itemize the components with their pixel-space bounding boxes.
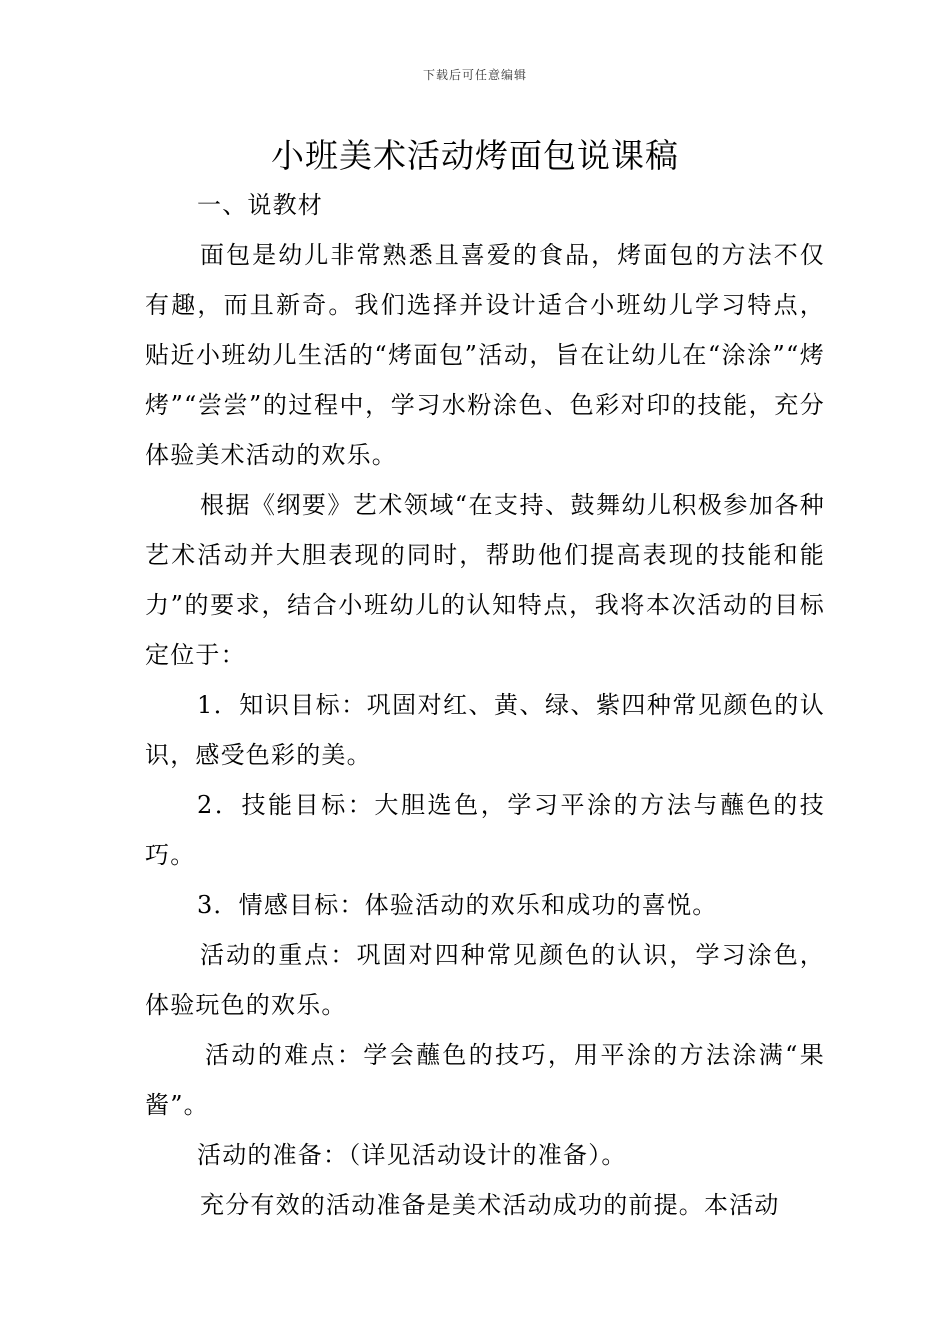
section-heading: 一、说教材 (197, 191, 323, 219)
document-title: 小班美术活动烤面包说课稿 (271, 136, 679, 175)
header-note: 下载后可任意编辑 (422, 68, 527, 82)
paragraph: 面包是幼儿非常熟悉且喜爱的食品，烤面包的方法不仅有趣，而且新奇。我们选择并设计适合小班幼儿学习特点，贴近小班幼儿生活的“烤面包”活动，旨在让幼儿在“涂涂”“烤烤”“尝尝”的过程中，学习水粉涂色、色彩对印的技能，充分体验美术活动的欢乐。 (145, 241, 825, 469)
document-body (145, 180, 825, 1230)
paragraph-key-point: 活动的重点：巩固对四种常见颜色的认识，学习涂色，体验玩色的欢乐。 (145, 941, 825, 1019)
goal-item: 3．情感目标：体验活动的欢乐和成功的喜悦。 (197, 891, 718, 919)
paragraph: 根据《纲要》艺术领域“在支持、鼓舞幼儿积极参加各种艺术活动并大胆表现的同时，帮助他们提高表现的技能和能力”的要求，结合小班幼儿的认知特点，我将本次活动的目标定位于： (145, 491, 825, 669)
paragraph-difficulty: 活动的难点：学会蘸色的技巧，用平涂的方法涂满“果酱”。 (145, 1041, 825, 1119)
goal-item: 1．知识目标：巩固对红、黄、绿、紫四种常见颜色的认识，感受色彩的美。 (145, 691, 825, 769)
goal-item: 2．技能目标：大胆选色，学习平涂的方法与蘸色的技巧。 (145, 791, 825, 869)
paragraph-preparation: 活动的准备：（详见活动设计的准备）。 (197, 1141, 627, 1169)
paragraph: 充分有效的活动准备是美术活动成功的前提。本活动 (200, 1191, 780, 1219)
